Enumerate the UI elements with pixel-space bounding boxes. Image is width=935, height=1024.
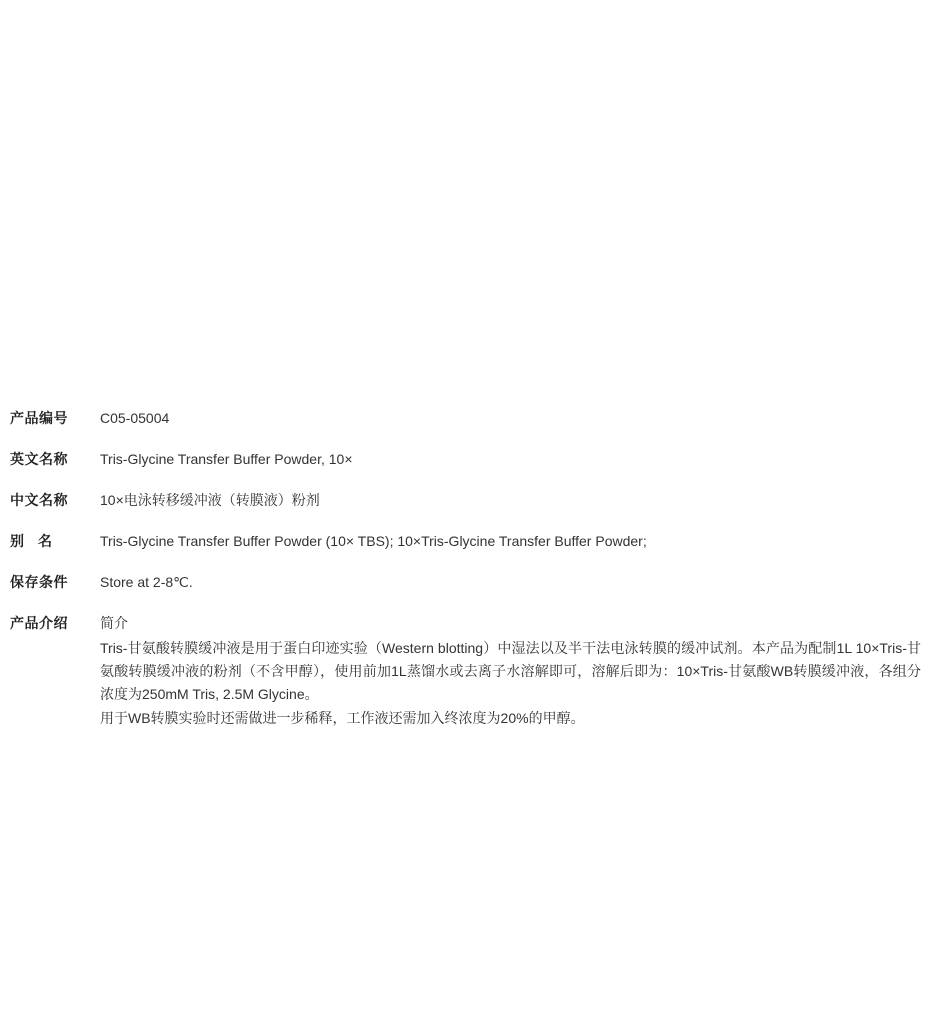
product-code-label: 产品编号 — [10, 410, 68, 426]
chinese-name-label: 中文名称 — [10, 492, 68, 508]
introduction-row — [0, 613, 935, 731]
product-info-sheet — [0, 408, 935, 731]
alias-row — [0, 531, 935, 551]
alias-value: Tris-Glycine Transfer Buffer Powder (10× TBS); 10×Tris-Glycine Transfer Buffer Powder; — [100, 533, 647, 549]
english-name-value: Tris-Glycine Transfer Buffer Powder, 10× — [100, 451, 353, 467]
introduction-paragraph-2: 用于WB转膜实验时还需做进一步稀释，工作液还需加入终浓度为20%的甲醇。 — [100, 710, 585, 726]
storage-condition-label: 保存条件 — [10, 574, 68, 590]
product-code-row — [0, 408, 935, 428]
introduction-subtitle: 简介 — [100, 615, 128, 631]
alias-label: 别 名 — [10, 533, 52, 549]
introduction-block — [100, 613, 935, 731]
english-name-label: 英文名称 — [10, 451, 68, 467]
storage-condition-value: Store at 2-8℃. — [100, 574, 193, 590]
product-code-value: C05-05004 — [100, 410, 170, 426]
introduction-label: 产品介绍 — [10, 615, 68, 631]
chinese-name-row — [0, 490, 935, 510]
chinese-name-value: 10×电泳转移缓冲液（转膜液）粉剂 — [100, 492, 320, 508]
storage-condition-row — [0, 572, 935, 592]
introduction-paragraph-1: Tris-甘氨酸转膜缓冲液是用于蛋白印迹实验（Western blotting）中湿法以及半干法电泳转膜的缓冲试剂。本产品为配制1L 10×Tris-甘氨酸转膜缓冲液的粉剂（不含甲醇），使用前加1L蒸馏水或去离子水溶解即可，溶解后即为：10×Tris-甘氨酸WB转膜缓冲液，各组分浓度为250mM Tris, 2.5M Glycine。 — [100, 640, 921, 702]
english-name-row — [0, 449, 935, 469]
